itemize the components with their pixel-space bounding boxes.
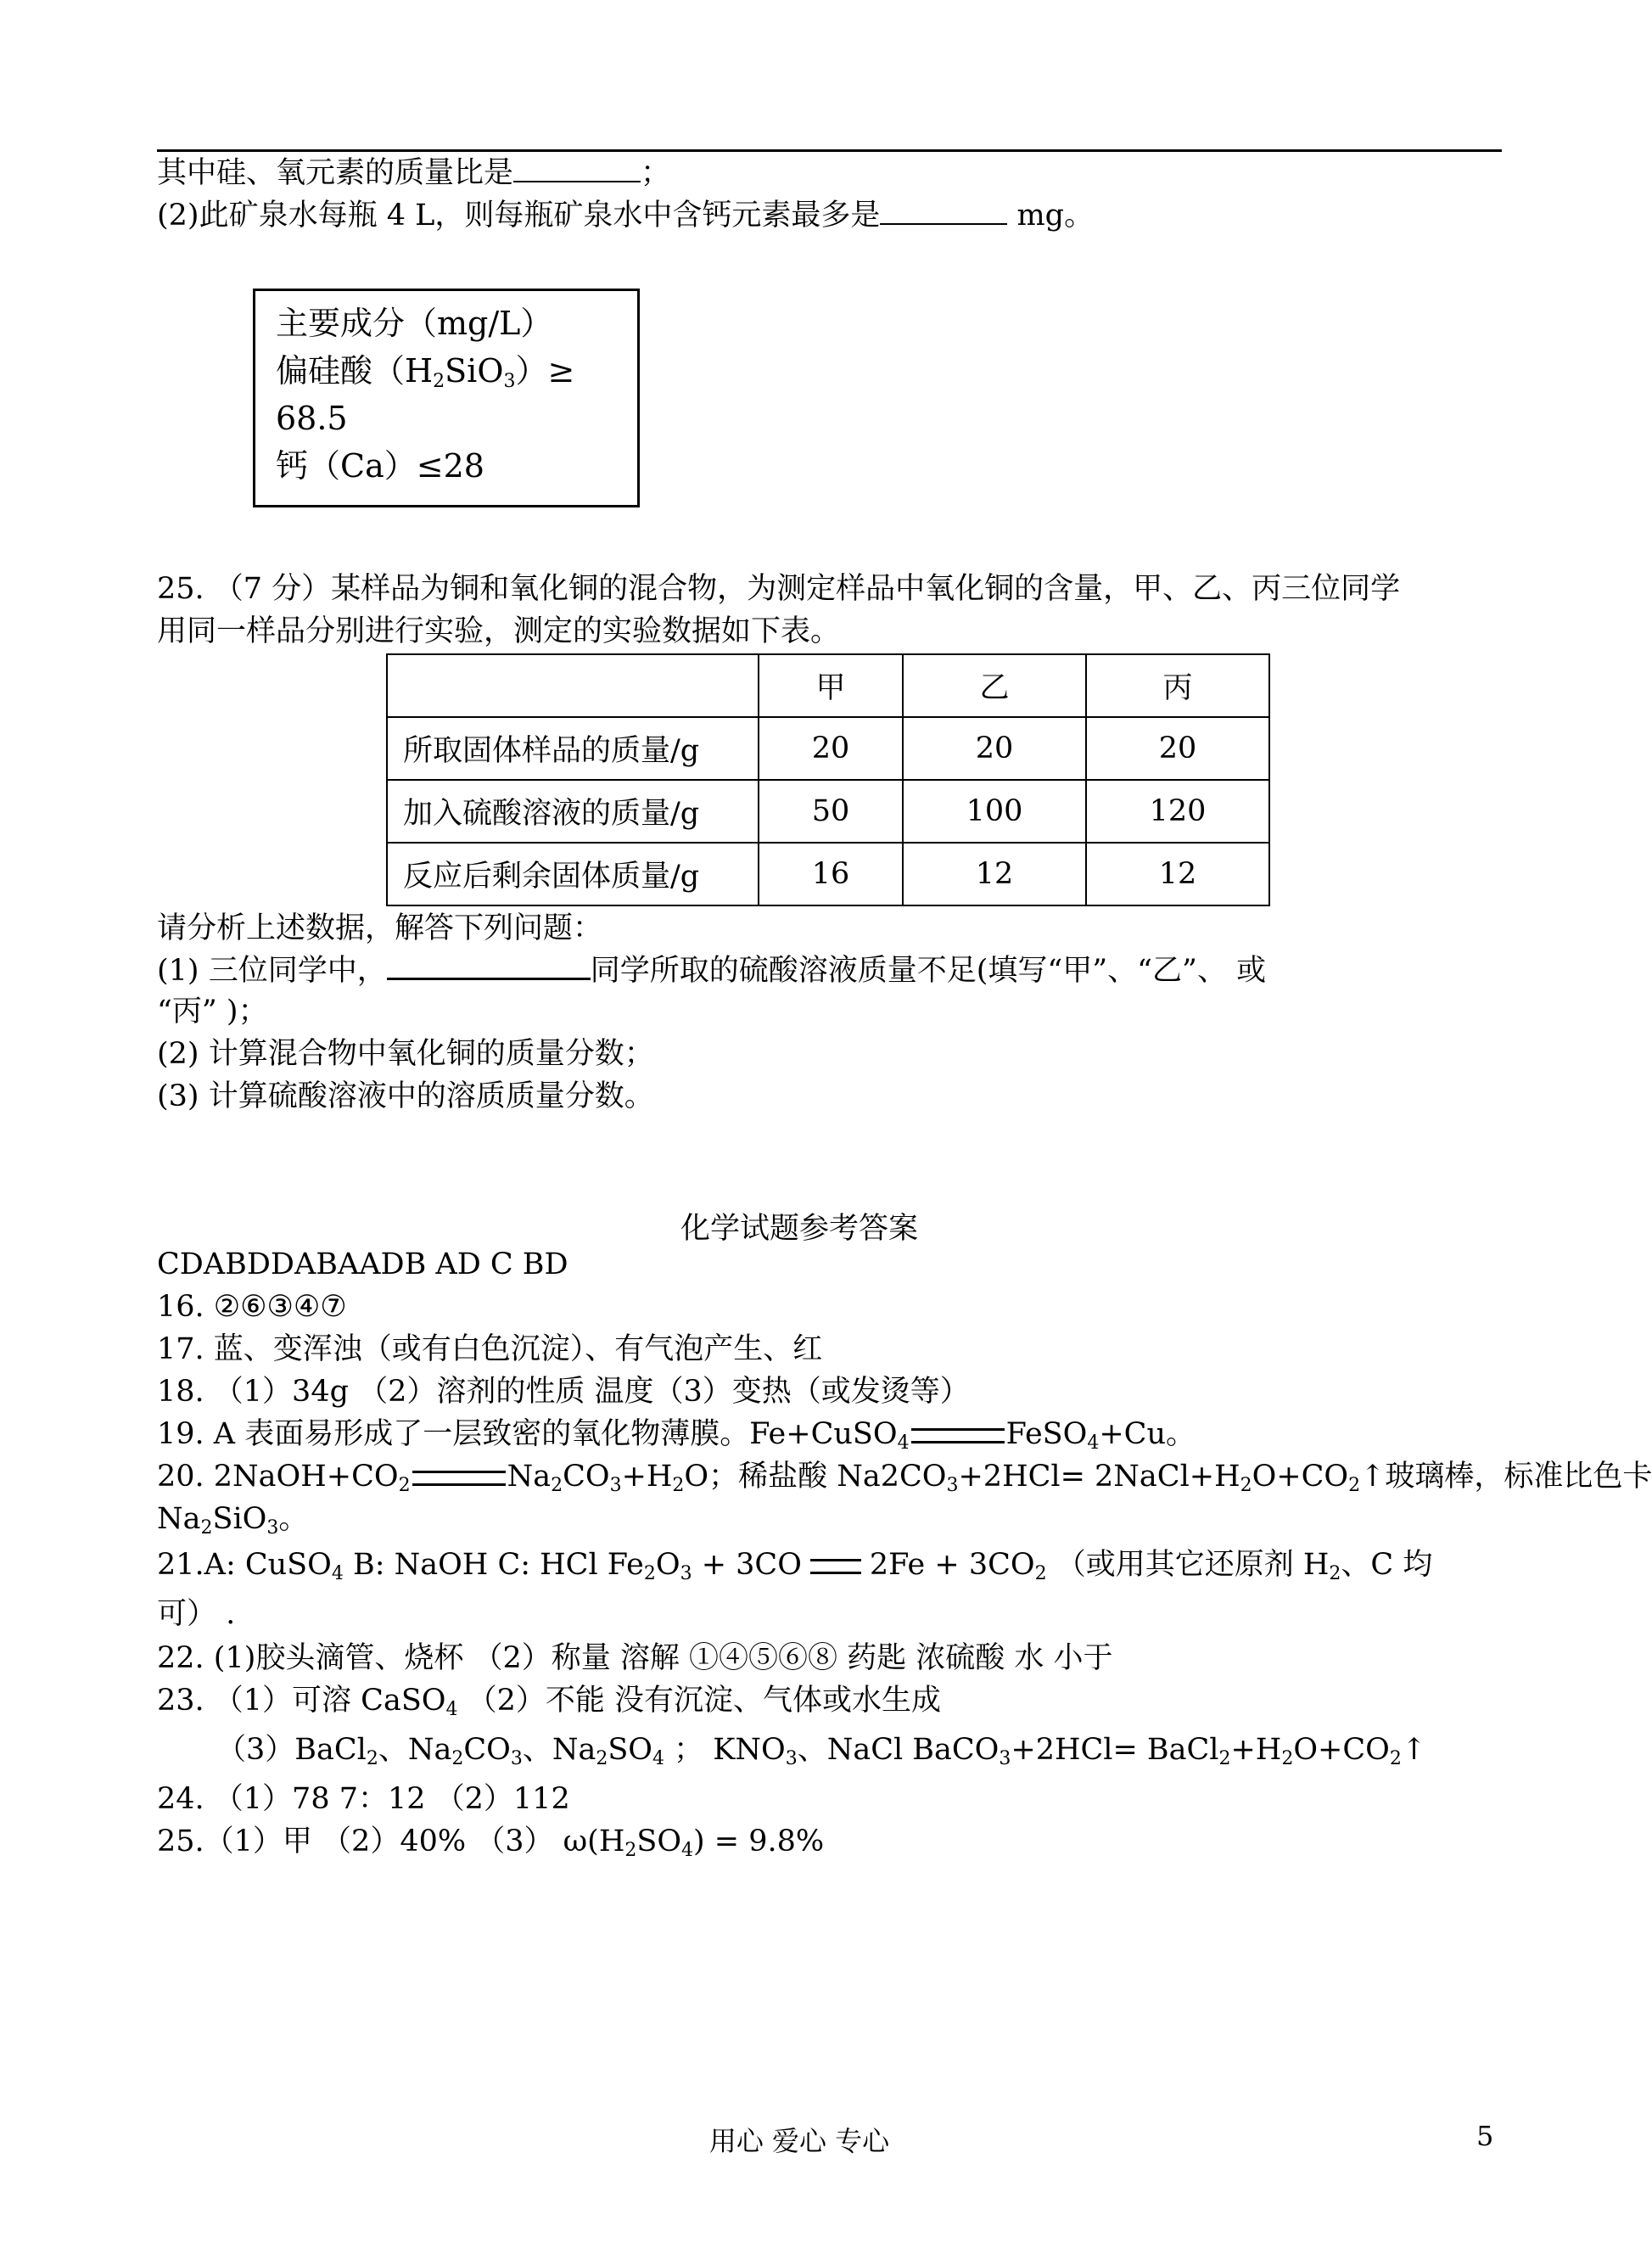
silicic-acid-line: 偏硅酸$(H_2SiO_3)\ge$ (276, 352, 575, 392)
equals-sign (810, 1559, 861, 1574)
q25-sub1-cont: “丙” )； (157, 995, 268, 1029)
equals-sign (911, 1428, 1005, 1443)
table-header-row: 甲 乙 丙 (387, 654, 1269, 717)
footer-motto: 用心 爱心 专心 (708, 2125, 890, 2157)
q25-sub1: (1) 三位同学中， 同学所取的硫酸溶液质量不足(填写“甲”、“乙”、 或 (157, 954, 1267, 988)
q25-sub3: (3) 计算硫酸溶液中的溶质质量分数。 (157, 1079, 654, 1113)
answer-21-cont: 可） . (157, 1597, 236, 1631)
table-row: 所取固体样品的质量/g 20 20 20 (387, 717, 1269, 780)
mineral-water-label-box: 主要成分（mg/L） 偏硅酸$(H_2SiO_3)\ge$ 68.5 钙（Ca）≤28 (253, 289, 640, 507)
answer-blank (880, 198, 1007, 225)
answer-blank (387, 952, 591, 980)
answer-23-part3: （3）BaCl$_2$、$Na_2CO_3$、$Na_2SO_4$ ； $KNO_3$、NaCl BaCO$_3$+2HCl= $BaCl_2+H_2O+CO_2↑$ (216, 1733, 1427, 1769)
answer-16: 16. ②⑥③④⑦ (157, 1290, 347, 1324)
header-rule (157, 149, 1502, 152)
equals-sign (412, 1471, 506, 1486)
answer-19: 19. A 表面易形成了一层致密的氧化物薄膜。Fe+CuSO$_4$ FeSO$_4$+Cu。 (157, 1417, 1196, 1454)
q24-line1: 其中硅、氧元素的质量比是 ； (157, 156, 671, 190)
table-row: 加入硫酸溶液的质量/g 50 100 120 (387, 780, 1269, 843)
answer-20-cont: $Na_2SiO_3$。 (157, 1502, 309, 1539)
answer-23: 23. （1）可溶 CaSO$_4$ （2）不能 没有沉淀、气体或水生成 (157, 1684, 942, 1720)
answer-20: 20. $2NaOH+CO_2$ $Na_2CO_3+H_2O$；稀盐酸 $Na2CO_3+2HCl=$ $2NaCl+H_2O+CO_2↑$玻璃棒，标准比色卡 (157, 1460, 1652, 1496)
answer-25: 25.（1）甲 （2）40% （3） $\omega(H_2SO_4) = 9.8\%$ (157, 1825, 825, 1861)
answers-title: 化学试题参考答案 (680, 1212, 918, 1246)
page-number: 5 (1476, 2120, 1494, 2152)
q25-instruction: 请分析上述数据，解答下列问题： (157, 911, 603, 945)
experiment-data-table (386, 653, 1270, 906)
q25-line2: 用同一样品分别进行实验，测定的实验数据如下表。 (157, 614, 841, 648)
q25-sub2: (2) 计算混合物中氧化铜的质量分数； (157, 1037, 654, 1071)
q25-line1: 25. （7 分）某样品为铜和氧化铜的混合物，为测定样品中氧化铜的含量，甲、乙、丙三位同学 (157, 572, 1401, 606)
answer-mc: CDABDDABAADB AD C BD (157, 1247, 568, 1281)
answer-21: 21.A: CuSO$_4$ B: NaOH C: HCl $Fe_2O_3 + 3CO$ $2Fe + 3CO_2$ （或用其它还原剂 $H_2$、C 均 (157, 1548, 1433, 1584)
answer-blank (513, 155, 641, 182)
answer-17: 17. 蓝、变浑浊（或有白色沉淀）、有气泡产生、红 (157, 1332, 823, 1366)
answer-18: 18. （1）34g （2）溶剂的性质 温度（3）变热（或发烫等） (157, 1375, 970, 1409)
answer-22: 22. (1)胶头滴管、烧杯 （2）称量 溶解 ①④⑤⑥⑧ 药匙 浓硫酸 水 小于 (157, 1641, 1113, 1675)
answer-24: 24. （1）78 7：12 （2）112 (157, 1782, 570, 1816)
q24-line2: (2)此矿泉水每瓶 4 L，则每瓶矿泉水中含钙元素最多是 mg。 (157, 199, 1095, 233)
table-row: 反应后剩余固体质量/g 16 12 12 (387, 843, 1269, 905)
